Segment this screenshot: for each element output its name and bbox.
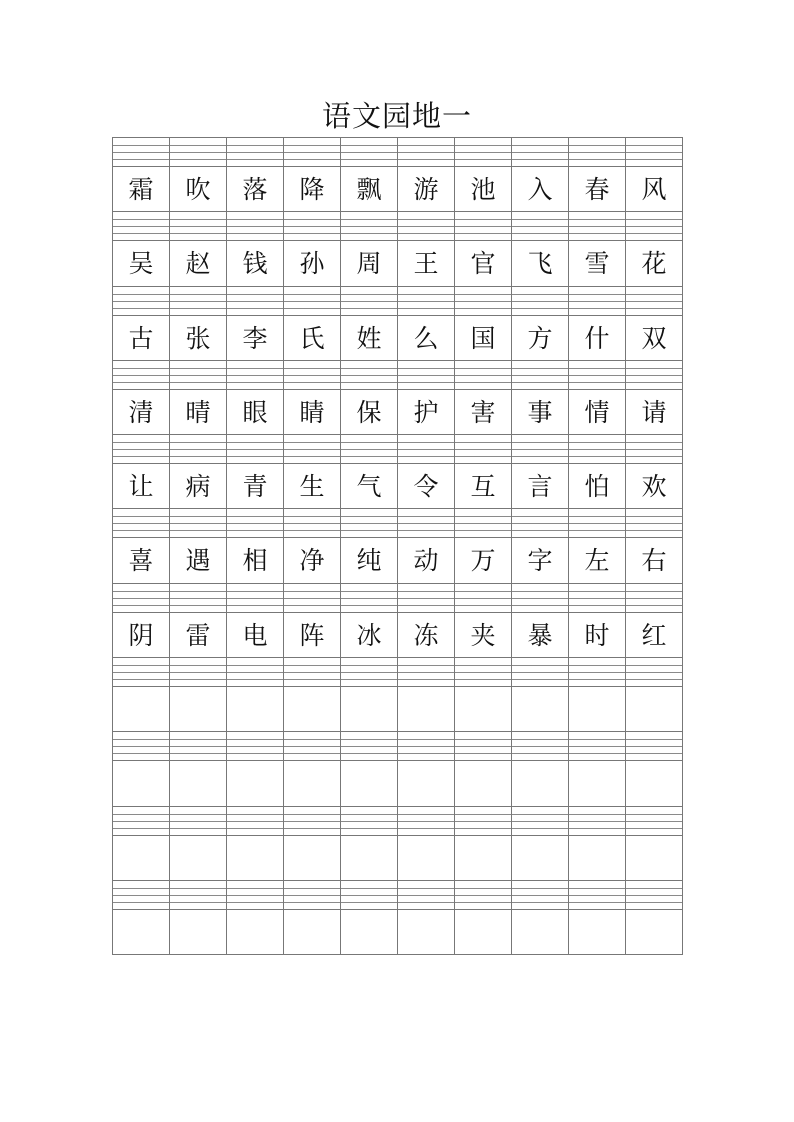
character: [341, 839, 397, 879]
grid-cell: [227, 658, 284, 731]
character: [170, 764, 226, 804]
grid-cell: [284, 732, 341, 805]
character: 风: [641, 175, 667, 204]
character: 喜: [128, 546, 154, 576]
grid-row: [113, 657, 682, 731]
grid-cell: [227, 807, 284, 880]
grid-cell: [227, 138, 284, 211]
character: 赵: [185, 249, 211, 279]
grid-cell: [398, 361, 455, 434]
character: [512, 764, 568, 804]
grid-cell: [170, 881, 227, 954]
grid-cell: [455, 807, 512, 880]
character: 钱: [242, 249, 268, 279]
page-title: 语文园地一: [321, 99, 472, 133]
character: 李: [242, 323, 268, 353]
grid-cell: [455, 881, 512, 954]
character: 什: [584, 323, 610, 353]
grid-cell: [569, 807, 626, 880]
grid-cell: [569, 881, 626, 954]
character: 清: [128, 397, 154, 427]
character: 红: [641, 620, 667, 650]
grid-cell: [626, 658, 682, 731]
character: 气: [356, 472, 382, 502]
grid-cell: [626, 212, 682, 285]
grid-cell: [113, 658, 170, 731]
character: [227, 913, 283, 953]
grid-cell: [398, 435, 455, 508]
character: 事: [527, 397, 553, 427]
grid-cell: [569, 212, 626, 285]
character: [512, 839, 568, 879]
grid-cell: [284, 584, 341, 657]
character: 方: [527, 323, 553, 353]
grid-cell: [512, 361, 569, 434]
character: [455, 690, 511, 730]
character: 相: [242, 546, 268, 576]
grid-cell: [113, 435, 170, 508]
grid-row: [113, 434, 682, 508]
character: 阵: [299, 620, 325, 650]
grid-cell: [170, 658, 227, 731]
character: 保: [356, 397, 382, 427]
character: 雪: [584, 249, 610, 279]
character: [569, 690, 625, 730]
character: [341, 764, 397, 804]
character: 眼: [242, 397, 268, 427]
grid-cell: [512, 732, 569, 805]
grid-cell: [284, 435, 341, 508]
character: [626, 839, 682, 879]
character: [341, 913, 397, 953]
grid-cell: [626, 138, 682, 211]
character: 国: [470, 323, 496, 353]
grid-cell: [512, 658, 569, 731]
character: [569, 764, 625, 804]
character: 降: [299, 175, 325, 204]
character: 电: [242, 620, 268, 650]
grid-cell: [455, 584, 512, 657]
grid-cell: [569, 732, 626, 805]
grid-cell: [341, 658, 398, 731]
grid-row: [113, 508, 682, 582]
grid-row: [113, 880, 682, 954]
character: [113, 839, 169, 879]
character: [170, 839, 226, 879]
grid-cell: [284, 361, 341, 434]
character: 晴: [185, 397, 211, 427]
grid-cell: [398, 881, 455, 954]
character: 张: [185, 323, 211, 353]
character: 青: [242, 472, 268, 502]
character: 右: [641, 546, 667, 576]
character: [512, 690, 568, 730]
grid-cell: [170, 509, 227, 582]
character: 阴: [128, 620, 154, 650]
character: [284, 764, 340, 804]
character: 落: [242, 175, 268, 204]
grid-cell: [512, 287, 569, 360]
grid-cell: [512, 584, 569, 657]
character: 令: [413, 472, 439, 502]
character: [569, 839, 625, 879]
grid-cell: [512, 138, 569, 211]
grid-cell: [398, 584, 455, 657]
character: [284, 913, 340, 953]
character: 生: [299, 472, 325, 502]
character: 霜: [128, 175, 154, 204]
grid-cell: [341, 212, 398, 285]
grid-cell: [341, 732, 398, 805]
grid-cell: [455, 509, 512, 582]
grid-cell: [512, 807, 569, 880]
character: 周: [356, 249, 382, 279]
grid-cell: [284, 658, 341, 731]
grid-cell: [227, 212, 284, 285]
character: 么: [413, 323, 439, 353]
grid-cell: [626, 435, 682, 508]
character: [455, 839, 511, 879]
grid-cell: [626, 509, 682, 582]
character: 言: [527, 472, 553, 502]
grid-cell: [284, 807, 341, 880]
grid-cell: [341, 435, 398, 508]
character: 护: [413, 397, 439, 427]
character: 夹: [470, 620, 496, 650]
character: 姓: [356, 323, 382, 353]
grid-cell: [626, 732, 682, 805]
character: [569, 913, 625, 953]
grid-cell: [170, 361, 227, 434]
character: 古: [128, 323, 154, 353]
character: [227, 690, 283, 730]
grid-cell: [455, 212, 512, 285]
character: 孙: [299, 249, 325, 279]
character: 字: [527, 546, 553, 576]
character: [113, 764, 169, 804]
grid-cell: [113, 138, 170, 211]
character: 情: [584, 397, 610, 427]
grid-cell: [341, 881, 398, 954]
character: 飞: [527, 249, 553, 279]
character: 雷: [185, 620, 211, 650]
grid-cell: [398, 138, 455, 211]
grid-cell: [455, 138, 512, 211]
character: [398, 913, 454, 953]
grid-cell: [113, 881, 170, 954]
character: [626, 913, 682, 953]
grid-cell: [341, 509, 398, 582]
character: 万: [470, 546, 496, 576]
character: 欢: [641, 472, 667, 502]
character: 冻: [413, 620, 439, 650]
grid-cell: [170, 807, 227, 880]
grid-cell: [512, 212, 569, 285]
character: [398, 839, 454, 879]
character: 纯: [356, 546, 382, 576]
grid-cell: [455, 732, 512, 805]
character: [113, 690, 169, 730]
grid-cell: [455, 361, 512, 434]
character: 左: [584, 546, 610, 576]
grid-cell: [170, 212, 227, 285]
character: [455, 764, 511, 804]
character: 氏: [299, 323, 325, 353]
character: 动: [413, 546, 439, 576]
character: 病: [185, 472, 211, 502]
character: 互: [470, 472, 496, 502]
grid-row: [113, 360, 682, 434]
grid-row: [113, 806, 682, 880]
grid-cell: [170, 287, 227, 360]
grid-cell: [227, 509, 284, 582]
grid-cell: [398, 509, 455, 582]
grid-cell: [398, 212, 455, 285]
grid-cell: [569, 584, 626, 657]
grid-cell: [113, 361, 170, 434]
grid-cell: [626, 584, 682, 657]
grid-cell: [227, 584, 284, 657]
grid-cell: [626, 807, 682, 880]
grid-cell: [626, 287, 682, 360]
character: [398, 690, 454, 730]
character: [227, 839, 283, 879]
character: 吴: [128, 249, 154, 279]
character: [170, 690, 226, 730]
grid-cell: [341, 361, 398, 434]
grid-row: [113, 137, 682, 211]
grid-cell: [569, 509, 626, 582]
character: 官: [470, 249, 496, 279]
character: 王: [413, 249, 439, 279]
grid-cell: [284, 212, 341, 285]
character: 飘: [356, 175, 382, 204]
grid-cell: [569, 287, 626, 360]
character: [113, 913, 169, 953]
grid-cell: [398, 658, 455, 731]
grid-row: [113, 731, 682, 805]
grid-cell: [284, 287, 341, 360]
grid-cell: [512, 509, 569, 582]
grid-cell: [113, 807, 170, 880]
character: [227, 764, 283, 804]
character: [512, 913, 568, 953]
character: [626, 764, 682, 804]
grid-row: [113, 286, 682, 360]
grid-cell: [227, 435, 284, 508]
grid-cell: [455, 287, 512, 360]
character: 遇: [185, 546, 211, 576]
grid-cell: [284, 509, 341, 582]
grid-row: [113, 583, 682, 657]
character: [341, 690, 397, 730]
grid-row: [113, 211, 682, 285]
character: [626, 690, 682, 730]
character: 双: [641, 323, 667, 353]
character: 春: [584, 175, 610, 204]
character: [455, 913, 511, 953]
character: 入: [527, 175, 553, 204]
grid-cell: [113, 509, 170, 582]
character: [284, 690, 340, 730]
grid-cell: [455, 658, 512, 731]
character: [398, 764, 454, 804]
grid-cell: [341, 584, 398, 657]
grid-cell: [512, 881, 569, 954]
character: [284, 839, 340, 879]
grid-cell: [569, 361, 626, 434]
grid-cell: [455, 435, 512, 508]
grid-cell: [113, 732, 170, 805]
grid-cell: [170, 138, 227, 211]
character: 吹: [185, 175, 211, 204]
grid-cell: [398, 732, 455, 805]
character: 游: [413, 175, 439, 204]
character: 睛: [299, 397, 325, 427]
character: 怕: [584, 472, 610, 502]
grid-cell: [227, 287, 284, 360]
grid-cell: [284, 881, 341, 954]
character: 让: [128, 472, 154, 502]
character: 花: [641, 249, 667, 279]
character: 暴: [527, 620, 553, 650]
grid-cell: [113, 287, 170, 360]
grid-cell: [341, 287, 398, 360]
grid-cell: [227, 361, 284, 434]
grid-cell: [113, 212, 170, 285]
character: 冰: [356, 620, 382, 650]
grid-cell: [341, 807, 398, 880]
grid-cell: [284, 138, 341, 211]
character: 净: [299, 546, 325, 576]
character: 时: [584, 620, 610, 650]
grid-cell: [398, 287, 455, 360]
grid-cell: [227, 881, 284, 954]
grid-cell: [170, 435, 227, 508]
writing-grid: [112, 137, 683, 955]
character: [170, 913, 226, 953]
character: 害: [470, 397, 496, 427]
grid-cell: [113, 584, 170, 657]
grid-cell: [626, 361, 682, 434]
grid-cell: [626, 881, 682, 954]
grid-cell: [569, 658, 626, 731]
grid-cell: [512, 435, 569, 508]
character: 请: [641, 397, 667, 427]
grid-cell: [398, 807, 455, 880]
grid-cell: [569, 435, 626, 508]
grid-cell: [170, 584, 227, 657]
grid-cell: [227, 732, 284, 805]
grid-cell: [170, 732, 227, 805]
grid-cell: [341, 138, 398, 211]
grid-cell: [569, 138, 626, 211]
character: 池: [470, 175, 496, 204]
